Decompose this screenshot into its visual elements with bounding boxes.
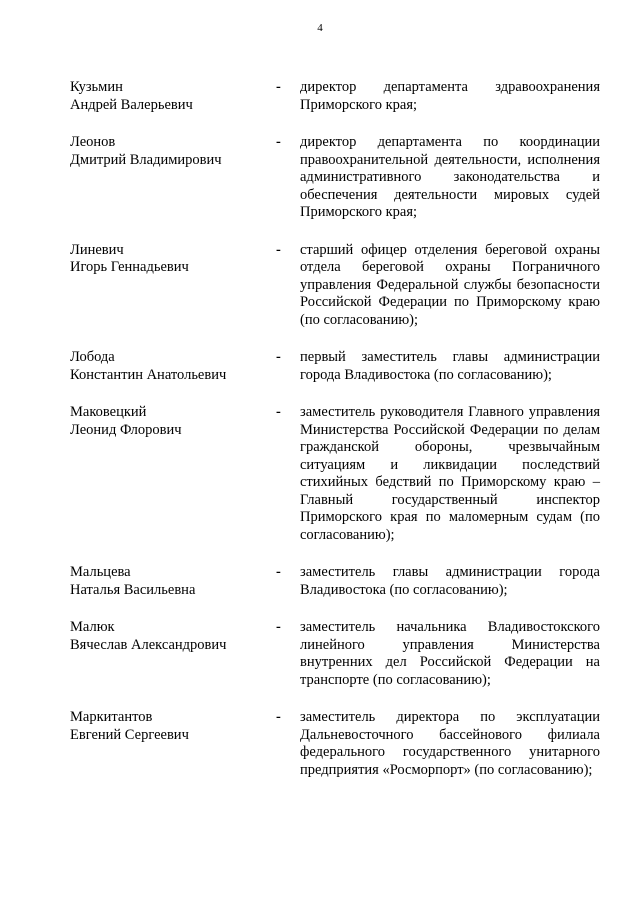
member-position: заместитель директора по эксплуатации Дальневосточного бассейнового филиала федерального государственного унитарного предприятия «Росморпорт» (по согласованию);	[300, 709, 600, 778]
list-item	[70, 404, 600, 544]
member-position: заместитель начальника Владивостокского линейного управления Министерства внутренних дел Российской Федерации на транспорте (по согласованию);	[300, 619, 600, 688]
list-item	[70, 349, 600, 384]
member-given-names: Леонид Флорович	[70, 421, 182, 438]
separator-dash: -	[276, 349, 281, 365]
member-position: заместитель руководителя Главного управления Министерства Российской Федерации по делам гражданской обороны, чрезвычайным ситуациям и ликвидации последствий стихийных бедствий по Приморскому краю – Главный государственный инспектор Приморского края по маломерным судам (по согласованию);	[300, 404, 600, 543]
separator-dash: -	[276, 79, 281, 95]
member-position: заместитель главы администрации города Владивостока (по согласованию);	[300, 564, 600, 598]
member-name	[70, 709, 276, 744]
member-surname: Мальцева	[70, 564, 131, 580]
member-surname: Малюк	[70, 619, 115, 635]
member-surname: Маковецкий	[70, 404, 147, 420]
member-name	[70, 404, 276, 439]
member-name	[70, 79, 276, 114]
member-given-names: Константин Анатольевич	[70, 366, 227, 383]
member-name	[70, 564, 276, 599]
member-surname: Маркитантов	[70, 709, 153, 725]
member-given-names: Вячеслав Александрович	[70, 636, 227, 653]
separator-dash: -	[276, 134, 281, 150]
member-name	[70, 349, 276, 384]
member-surname: Леонов	[70, 134, 116, 150]
list-item	[70, 134, 600, 222]
separator-dash: -	[276, 709, 281, 725]
member-given-names: Андрей Валерьевич	[70, 96, 193, 113]
member-position: директор департамента по координации правоохранительной деятельности, исполнения административного законодательства и обеспечения деятельности мировых судей Приморского края;	[300, 134, 600, 220]
member-given-names: Наталья Васильевна	[70, 581, 196, 598]
separator-dash: -	[276, 241, 281, 258]
list-item	[70, 564, 600, 599]
list-item	[70, 242, 600, 330]
member-surname: Кузьмин	[70, 79, 123, 95]
page-number: 4	[317, 22, 323, 34]
member-name	[70, 134, 276, 169]
member-given-names: Игорь Геннадьевич	[70, 259, 189, 275]
member-surname: Лобода	[70, 349, 115, 365]
separator-dash: -	[276, 404, 281, 420]
member-position: первый заместитель главы администрации города Владивостока (по согласованию);	[300, 349, 600, 383]
list-item	[70, 619, 600, 689]
member-name	[70, 619, 276, 654]
member-given-names: Дмитрий Владимирович	[70, 151, 222, 168]
separator-dash: -	[276, 619, 281, 635]
list-item	[70, 709, 600, 779]
member-list	[70, 79, 600, 779]
member-given-names: Евгений Сергеевич	[70, 726, 189, 743]
member-position: директор департамента здравоохранения Приморского края;	[300, 79, 600, 113]
list-item	[70, 79, 600, 114]
member-position: старший офицер отделения береговой охраны отдела береговой охраны Пограничного управления Федеральной службы безопасности Российской Федерации по Приморскому краю (по согласованию);	[300, 241, 600, 328]
separator-dash: -	[276, 564, 281, 580]
member-name	[70, 242, 276, 277]
member-surname: Линевич	[70, 241, 124, 258]
